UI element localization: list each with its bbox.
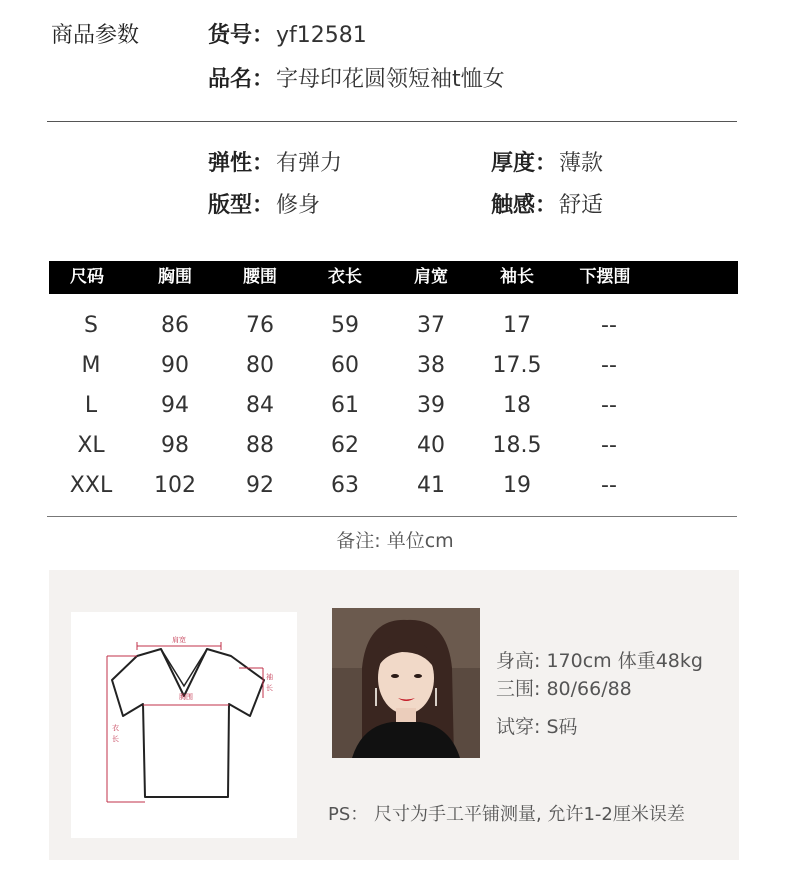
table-row	[49, 386, 738, 426]
attr-fit-value: 修身	[276, 193, 321, 218]
attr-thickness	[491, 146, 603, 177]
measurement-diagram	[71, 612, 297, 838]
size-table-header	[49, 261, 738, 294]
table-row	[49, 426, 738, 466]
table-cell: 80	[246, 353, 274, 378]
table-cell: 17.5	[492, 353, 542, 378]
attr-thickness-label: 厚度：	[491, 151, 558, 176]
table-cell: 84	[246, 393, 274, 418]
table-cell: XXL	[69, 473, 113, 498]
product-name-value: 字母印花圆领短袖t恤女	[276, 67, 505, 92]
table-cell: XL	[77, 433, 105, 458]
attr-feel	[491, 188, 603, 219]
table-cell: 86	[161, 313, 189, 338]
attr-feel-value: 舒适	[559, 193, 604, 218]
header-hem: 下摆围	[579, 267, 631, 287]
chest-label: 胸围	[179, 693, 193, 701]
table-cell: 37	[417, 313, 445, 338]
sku-value: yf12581	[276, 23, 367, 48]
header-sleeve: 袖长	[500, 267, 534, 287]
ps-note: PS： 尺寸为手工平铺测量, 允许1-2厘米误差	[328, 804, 685, 825]
divider-bottom	[47, 516, 737, 517]
table-row	[49, 346, 738, 386]
header-shoulder: 肩宽	[414, 267, 448, 287]
table-cell: 17	[503, 313, 531, 338]
table-cell: 60	[331, 353, 359, 378]
table-cell: 61	[331, 393, 359, 418]
table-cell: 39	[417, 393, 445, 418]
table-cell: L	[84, 393, 98, 418]
header-length: 衣长	[328, 267, 362, 287]
table-cell: --	[601, 313, 617, 338]
table-cell: 59	[331, 313, 359, 338]
length-label-2: 长	[112, 735, 119, 743]
table-cell: 90	[161, 353, 189, 378]
attr-elasticity-label: 弹性：	[208, 151, 275, 176]
model-photo	[332, 608, 480, 758]
table-cell: M	[81, 353, 101, 378]
attr-fit-label: 版型：	[208, 193, 275, 218]
attr-elasticity	[208, 146, 342, 177]
model-measurements: 三围: 80/66/88	[496, 678, 632, 700]
table-row	[49, 466, 738, 506]
attr-feel-label: 触感：	[491, 193, 558, 218]
fit-info-panel	[49, 570, 739, 860]
table-cell: S	[84, 313, 98, 338]
table-cell: --	[601, 353, 617, 378]
unit-note: 备注: 单位cm	[336, 530, 454, 552]
sleeve-label-2: 长	[266, 684, 273, 692]
tshirt-diagram-icon	[71, 612, 297, 838]
section-title: 商品参数	[51, 23, 140, 48]
table-cell: 94	[161, 393, 189, 418]
table-cell: 41	[417, 473, 445, 498]
table-cell: 88	[246, 433, 274, 458]
table-cell: 18.5	[492, 433, 542, 458]
table-cell: 102	[154, 473, 196, 498]
table-cell: 98	[161, 433, 189, 458]
sku-label: 货号：	[208, 23, 275, 48]
table-cell: 40	[417, 433, 445, 458]
table-cell: 92	[246, 473, 274, 498]
table-cell: --	[601, 473, 617, 498]
divider-top	[47, 121, 737, 122]
sleeve-label-1: 袖	[266, 673, 273, 681]
table-cell: 76	[246, 313, 274, 338]
table-cell: --	[601, 393, 617, 418]
table-cell: 18	[503, 393, 531, 418]
table-cell: 38	[417, 353, 445, 378]
attr-elasticity-value: 有弹力	[276, 151, 343, 176]
model-height-weight: 身高: 170cm 体重48kg	[496, 650, 703, 672]
header-chest: 胸围	[158, 267, 192, 287]
table-row	[49, 306, 738, 346]
model-size-tried: 试穿: S码	[496, 716, 578, 738]
product-name-label: 品名：	[208, 67, 275, 92]
shoulder-label: 肩宽	[172, 636, 186, 644]
table-cell: --	[601, 433, 617, 458]
header-waist: 腰围	[243, 267, 277, 287]
attr-thickness-value: 薄款	[559, 151, 604, 176]
table-cell: 62	[331, 433, 359, 458]
table-cell: 19	[503, 473, 531, 498]
header-size: 尺码	[70, 267, 104, 287]
sku-line	[208, 18, 367, 49]
length-label-1: 衣	[112, 724, 119, 732]
attr-fit	[208, 188, 320, 219]
product-name-line	[208, 62, 505, 93]
table-cell: 63	[331, 473, 359, 498]
